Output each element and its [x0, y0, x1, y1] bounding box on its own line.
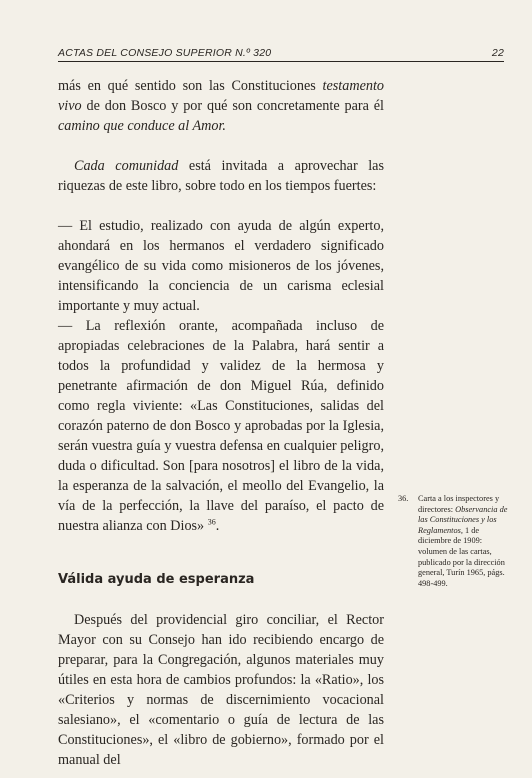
- paragraph-1: [58, 76, 384, 136]
- footnote-36: [398, 494, 508, 589]
- p4-text: — La reflexión orante, acompañada incluso de apropiadas celebraciones de la Palabra, hará sentir a todos la profundidad y validez de la hermosa y penetrante afirmación de don Miguel Rúa, definido como regla viviente: «Las Constituciones, salidas del corazón paterno de don Bosco y aprobadas por la Iglesia, serán vuestra guía y vuestra defensa en cualquier peligro, duda o dificultad. Son [para nosotros] el libro de la vida, la esperanza de la salvación, el meollo del Evangelio, la vía de la perfección, la llave del paraíso, el pacto de nuestra alianza con Dios»: [58, 318, 384, 534]
- page-number: 22: [491, 47, 504, 59]
- p2-text: está invitada a aprovechar las riquezas de este libro, sobre todo en los tiempos fuertes:: [58, 158, 384, 194]
- p1-italic-2: camino que conduce al Amor.: [58, 118, 226, 134]
- footnote-text-1: Carta a los inspectores y directores:: [418, 494, 500, 514]
- paragraph-2: [58, 156, 384, 196]
- footnote-text: [418, 494, 508, 589]
- p2-italic: Cada comunidad: [74, 158, 179, 174]
- main-text: [58, 76, 384, 770]
- footnote-number: 36.: [398, 494, 409, 503]
- p1-text-2: de don Bosco y por qué son concretamente para él: [81, 98, 384, 114]
- paragraph-4: [58, 316, 384, 536]
- p1-italic-1: testamento vivo: [58, 78, 384, 114]
- footnote-text-2: 1 de diciembre de 1909: volumen de las cartas, publicado por la dirección general, Turín 1965, págs. 498-499.: [418, 525, 505, 588]
- section-heading: Válida ayuda de esperanza: [58, 572, 255, 587]
- running-header: [58, 45, 504, 62]
- footnote-ref[interactable]: 36: [207, 517, 216, 527]
- paragraph-3: — El estudio, realizado con ayuda de algún experto, ahondará en los hermanos el verdadero significado evangélico de su vida como misioneros de los jóvenes, intensificando la conciencia de un carisma eclesial importante y muy actual.: [58, 218, 384, 314]
- p4-end: .: [215, 518, 220, 534]
- paragraph-5: Después del providencial giro conciliar, el Rector Mayor con su Consejo han ido recibiendo encargo de preparar, para la Congregación, algunos materiales muy útiles en esta hora de cambios profundos: la «Ratio», los «Criterios y normas de discernimiento vocacional salesiano», el «comentario o guía de lectura de las Constituciones», el «libro de gobierno», formado por el manual del: [58, 612, 384, 768]
- footnote-italic: Observancia de las Constituciones y los Reglamentos,: [418, 504, 508, 535]
- journal-title: ACTAS DEL CONSEJO SUPERIOR N.º 320: [58, 47, 272, 59]
- p1-text-1: más en qué sentido son las Constituciones: [58, 78, 323, 94]
